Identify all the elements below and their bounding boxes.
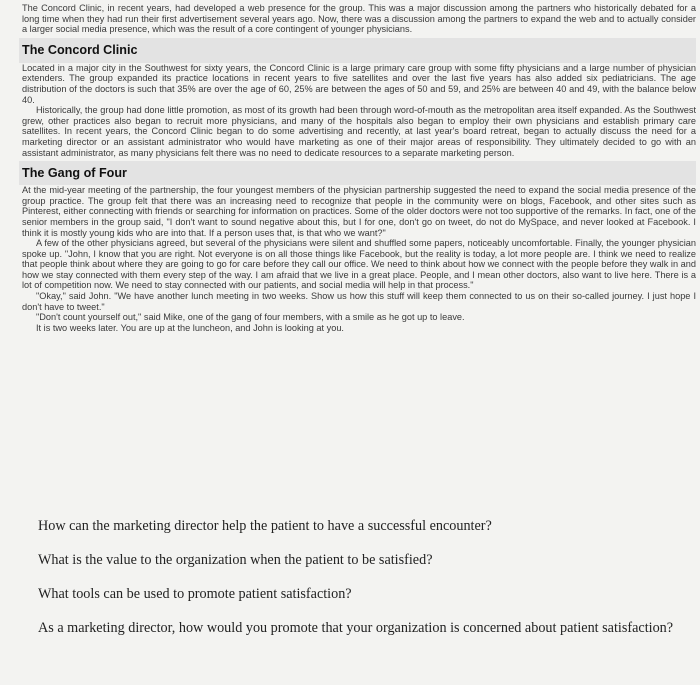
gang-of-four-paragraph-1: At the mid-year meeting of the partnership, the four youngest members of the physician partnership suggested the need to expand the social media presence of the group practice. The group felt that there was an increasing need to recognize that people in the community were on blogs, Facebook, and other sites such as Pinterest, either connecting with friends or searching for information on practices. Some of the older doctors were not too supportive of the remarks. In fact, one of the senior members in the group said, "I don't want to sound negative about this, but I for one, don't go on tweet, do not do MySpace, and never looked at Facebook. I think it is mostly young kids who are into that. If a person uses that, is that who we want?" bbox=[22, 185, 696, 238]
gang-of-four-paragraph-3: "Okay," said John. "We have another lunch meeting in two weeks. Show us how this stuff will keep them connected to us on their so-called journey. I just hope I don't have to tweet." bbox=[22, 291, 696, 312]
concord-clinic-paragraph-1: Located in a major city in the Southwest for sixty years, the Concord Clinic is a large primary care group with some fifty physicians and a large number of physician extenders. The group expanded its practice locations in recent years to five satellites and over the last five years has also added six pediatricians. The age distribution of the doctors is such that 35% are over the age of 60, 25% are between the ages of 50 and 59, and 25% are between 40 and 49, with the balance below 40. bbox=[22, 62, 696, 105]
intro-paragraph: The Concord Clinic, in recent years, had developed a web presence for the group. This was a major discussion among the partners who historically debated for a long time when they had run their first advertisement several years ago. Now, there was a discussion among the partners to expand the web and to actually consider a larger social media presence, which was the result of a core contingent of younger physicians. bbox=[22, 3, 696, 35]
case-study-excerpt bbox=[22, 0, 696, 492]
concord-clinic-paragraph-2: Historically, the group had done little promotion, as most of its growth had been through word-of-mouth as the metropolitan area itself expanded. As the Southwest grew, other practices also began to recruit more physicians, and many of the hospitals also began to employ their own physicians and establish primary care satellites. In recent years, the Concord Clinic began to do some advertising and recently, at last year's board retreat, began to actually discuss the need for a marketing director or an assistant administrator who would have marketing as one of their major areas of responsibility. They ultimately decided to go with an assistant administrator, as many physicians felt there was no need to dedicate resources to a separate marketing person. bbox=[22, 105, 696, 158]
question-2: What is the value to the organization when the patient to be satisfied? bbox=[38, 552, 433, 568]
gang-of-four-paragraph-4: "Don't count yourself out," said Mike, one of the gang of four members, with a smile as he got up to leave. bbox=[36, 312, 465, 323]
question-4: As a marketing director, how would you promote that your organization is concerned about patient satisfaction? bbox=[38, 620, 674, 636]
question-3: What tools can be used to promote patient satisfaction? bbox=[38, 586, 352, 602]
gang-of-four-paragraph-2: A few of the other physicians agreed, but several of the physicians were silent and shuffled some papers, noticeably uncomfortable. Finally, the younger physician spoke up. "John, I know that you are right. Not everyone is on all those things like Facebook, but the reality is today, a lot more people are. I think we need to realize that people think about where they are going to go for care before they call our office. We need to think about how we connect with the people before they walk in and how we stay connected with them every step of the way. I am afraid that we live in a great place. People, and I mean other doctors, also want to live here. There is a lot of competition now. We need to stay connected with our patients, and social media will help in that process." bbox=[22, 238, 696, 291]
gang-of-four-paragraph-5: It is two weeks later. You are up at the luncheon, and John is looking at you. bbox=[36, 322, 344, 333]
question-1: How can the marketing director help the patient to have a successful encounter? bbox=[38, 518, 492, 534]
section-heading-gang-of-four: The Gang of Four bbox=[19, 161, 696, 185]
section-heading-concord-clinic: The Concord Clinic bbox=[19, 38, 696, 63]
discussion-questions bbox=[38, 518, 678, 637]
